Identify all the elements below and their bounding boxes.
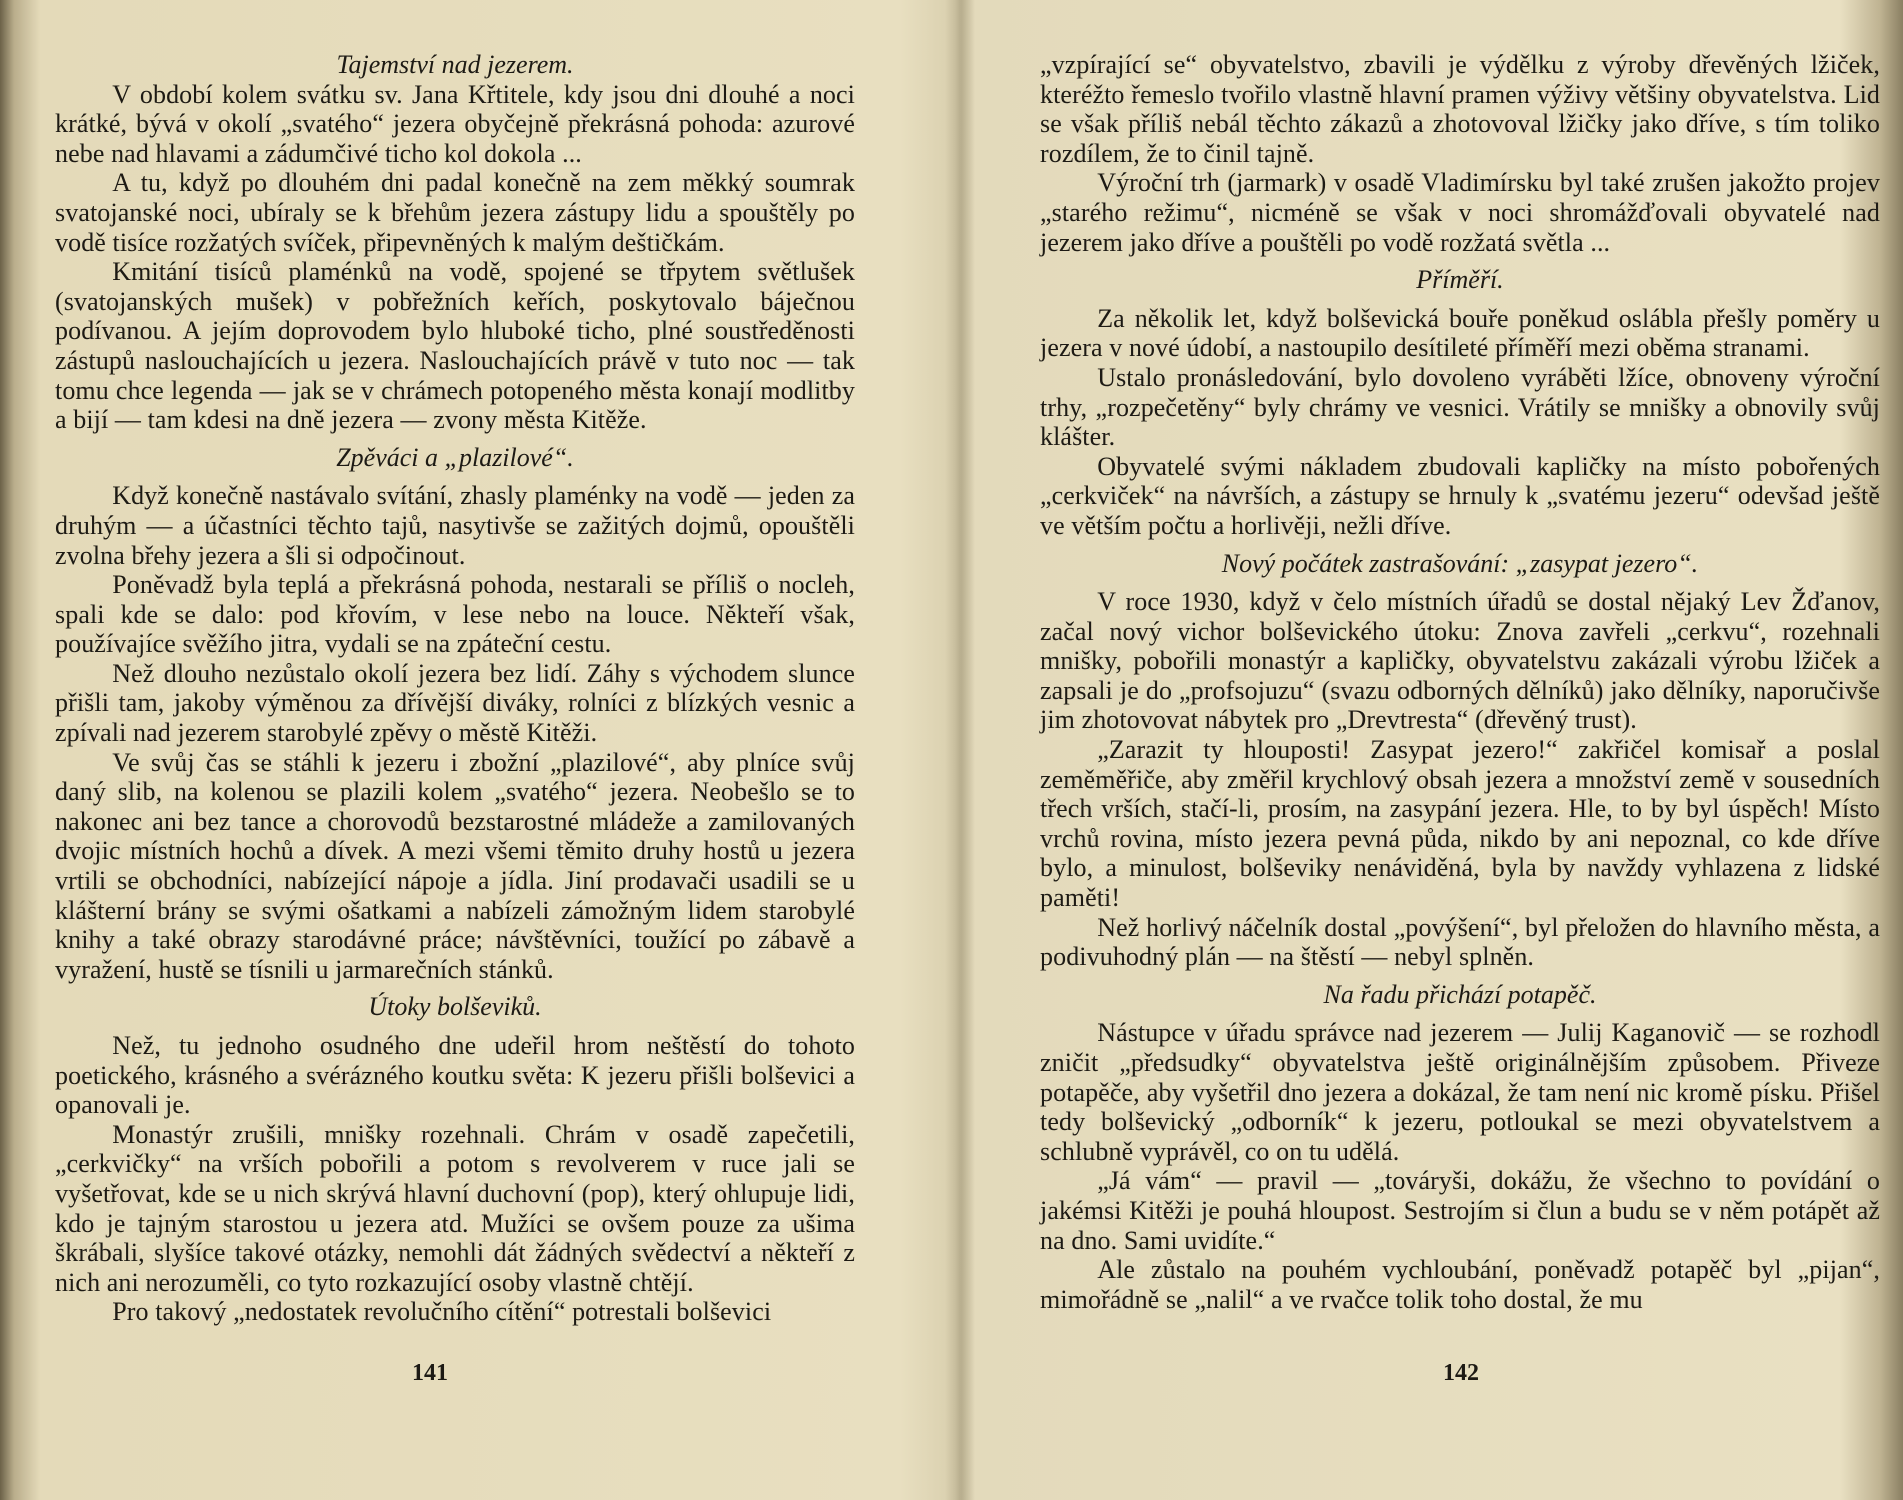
paragraph: Nástupce v úřadu správce nad jezerem — Julij Kaganovič — se rozhodl zničit „předsudky“ obyvatelstva ještě originálnějším způsobem. Přiveze potapěče, aby vyšetřil dno jezera a dokázal, že tam není nic kromě písku. Přišel tedy bolševický „odborník“ k jezeru, potloukal se mezi obyvatelstvem a schlubně vyprávěl, co on tu udělá. — [1040, 1018, 1880, 1166]
paragraph: „Zarazit ty hlouposti! Zasypat jezero!“ zakřičel komisař a poslal zeměměřiče, aby změřil krychlový obsah jezera a množství země v sousedních třech vrších, stačí-li, prosím, na zasypání jezera. Hle, to by byl úspěch! Místo vrchů rovina, místo jezera pevná půda, nikdo by ani nepoznal, co kde dříve bylo, a minulost, bolševiky nenáviděná, byla by navždy vyhlazena z lidské paměti! — [1040, 735, 1880, 913]
section-heading: Útoky bolševiků. — [368, 992, 542, 1022]
paragraph: Kmitání tisíců plaménků na vodě, spojené se třpytem světlušek (svatojanských mušek) v pobřežních keřích, poskytovalo báječnou podívanou. A jejím doprovodem bylo hluboké ticho, plné soustředěnosti zástupů naslouchajících u jezera. Naslouchajících právě v tuto noc — tak tomu chce legenda — jak se v chrámech potopeného města konají modlitby a bijí — tam kdesi na dně jezera — zvony města Kitěže. — [55, 257, 855, 435]
paragraph: Za několik let, když bolševická bouře poněkud oslábla přešly poměry u jezera v nové údobí, a nastoupilo desítileté příměří mezi oběma stranami. — [1040, 303, 1880, 363]
paragraph: Ve svůj čas se stáhli k jezeru i zbožní „plazilové“, aby plníce svůj daný slib, na kolenou se plazili kolem „svatého“ jezera. Neobešlo se to nakonec ani bez tance a chorovodů bezstarostné mládeže a zamilovaných dvojic místních hochů a dívek. A mezi všemi těmito druhy hostů u jezera vrtili se obchodníci, nabízející nápoje a jídla. Jiní prodavači usadili se u klášterní brány se svými ošatkami a nabízeli zámožným lidem starobylé knihy a také obrazy starodávné práce; návštěvníci, toužící po zábavě a vyražení, hustě se tísnili u jarmarečních stánků. — [55, 747, 855, 984]
paragraph: Výroční trh (jarmark) v osadě Vladimírsku byl také zrušen jakožto projev „starého režimu“, nicméně se však v noci shromážďovali obyvatelé nad jezerem jako dříve a pouštěli po vodě rozžatá světla ... — [1040, 168, 1880, 257]
section-heading: Nový počátek zastrašování: „zasypat jezero“. — [1221, 548, 1699, 578]
page-number: 142 — [1443, 1360, 1479, 1386]
paragraph: A tu, když po dlouhém dni padal konečně na zem měkký soumrak svatojanské noci, ubíraly se k břehům jezera zástupy lidu a spouštěly po vodě tisíce rozžatých svíček, připevněných k malým deštičkám. — [55, 168, 855, 257]
paragraph: Když konečně nastávalo svítání, zhasly plaménky na vodě — jeden za druhým — a účastníci těchto tajů, nasytivše se zažitých dojmů, opouštěli zvolna břehy jezera a šli si odpočinout. — [55, 481, 855, 570]
right-page — [1040, 50, 1880, 1314]
paragraph: Poněvadž byla teplá a překrásná pohoda, nestarali se příliš o nocleh, spali kde se dalo: pod křovím, v lese nebo na louce. Někteří však, používajíce svěžího jitra, vydali se na zpáteční cestu. — [55, 570, 855, 659]
paragraph: „vzpírající se“ obyvatelstvo, zbavili je výdělku z výroby dřevěných lžiček, kteréžto řemeslo tvořilo vlastně hlavní pramen výživy většiny obyvatelstva. Lid se však příliš nebál těchto zákazů a zhotovoval lžičky jako dříve, s tím toliko rozdílem, že to činil tajně. — [1040, 50, 1880, 168]
paragraph: Než dlouho nezůstalo okolí jezera bez lidí. Záhy s východem slunce přišli tam, jakoby výměnou za dřívější diváky, rolníci z blízkých vesnic a zpívali nad jezerem starobylé zpěvy o městě Kitěži. — [55, 658, 855, 748]
paragraph: Monastýr zrušili, mnišky rozehnali. Chrám v osadě zapečetili, „cerkvičky“ na vrších pobořili a potom s revolverem v ruce jali se vyšetřovat, kde se u nich skrývá hlavní duchovní (pop), který ohlupuje lidi, kdo je tajným starostou u jezera atd. Mužíci se ovšem pouze za ušima škrábali, slyšíce takové otázky, nemohli dát žádných svědectví a někteří z nich ani nerozuměli, co tyto rozkazující osoby vlastně chtějí. — [55, 1119, 855, 1297]
page-number: 141 — [412, 1360, 448, 1386]
paragraph: Ale zůstalo na pouhém vychloubání, poněvadž potapěč byl „pijan“, mimořádně se „nalil“ a ve rvačce tolik toho dostal, že mu — [1040, 1255, 1880, 1314]
paragraph: Než, tu jednoho osudného dne udeřil hrom neštěstí do tohoto poetického, krásného a svérázného koutku světa: K jezeru přišli bolševici a opanovali je. — [55, 1031, 855, 1120]
paragraph: V roce 1930, když v čelo místních úřadů se dostal nějaký Lev Žďanov, začal nový vichor bolševického útoku: Znova zavřeli „cerkvu“, rozehnali mnišky, pobořili monastýr a kapličky, obyvatelstvu zakázali výrobu lžiček a zapsali je do „profsojuzu“ (svazu odborných dělníků) jako dělníky, naporučivše jim zhotovovat nábytek pro „Drevtresta“ (dřevěný trust). — [1040, 587, 1880, 735]
section-heading: Zpěváci a „plazilové“. — [336, 442, 574, 472]
paragraph: Než horlivý náčelník dostal „povýšení“, byl přeložen do hlavního města, a podivuhodný plán — na štěstí — nebyl splněn. — [1040, 912, 1880, 972]
section-heading: Příměří. — [1416, 265, 1504, 295]
left-page — [55, 50, 855, 1327]
section-heading: Tajemství nad jezerem. — [336, 50, 574, 79]
section-heading: Na řadu přichází potapěč. — [1323, 979, 1597, 1009]
paragraph: Ustalo pronásledování, bylo dovoleno vyráběti lžíce, obnoveny výroční trhy, „rozpečetěny“ byly chrámy ve vesnici. Vrátily se mnišky a obnovily svůj klášter. — [1040, 362, 1880, 452]
paragraph: Obyvatelé svými nákladem zbudovali kapličky na místo pobořených „cerkviček“ na návrších, a zástupy se hrnuly k „svatému jezeru“ odevšad ještě ve větším počtu a horlivěji, nežli dříve. — [1040, 451, 1880, 540]
paragraph: Pro takový „nedostatek revolučního cítění“ potrestali bolševici — [112, 1297, 772, 1327]
paragraph: V období kolem svátku sv. Jana Křtitele, kdy jsou dni dlouhé a noci krátké, bývá v okolí „svatého“ jezera obyčejně překrásná pohoda: azurové nebe nad hlavami a zádumčivé ticho kol dokola ... — [55, 79, 855, 168]
book-gutter — [945, 0, 975, 1500]
paragraph: „Já vám“ — pravil — „továryši, dokážu, že všechno to povídání o jakémsi Kitěži je pouhá hloupost. Sestrojím si člun a budu se v něm potápět až na dno. Sami uvidíte.“ — [1040, 1166, 1880, 1255]
